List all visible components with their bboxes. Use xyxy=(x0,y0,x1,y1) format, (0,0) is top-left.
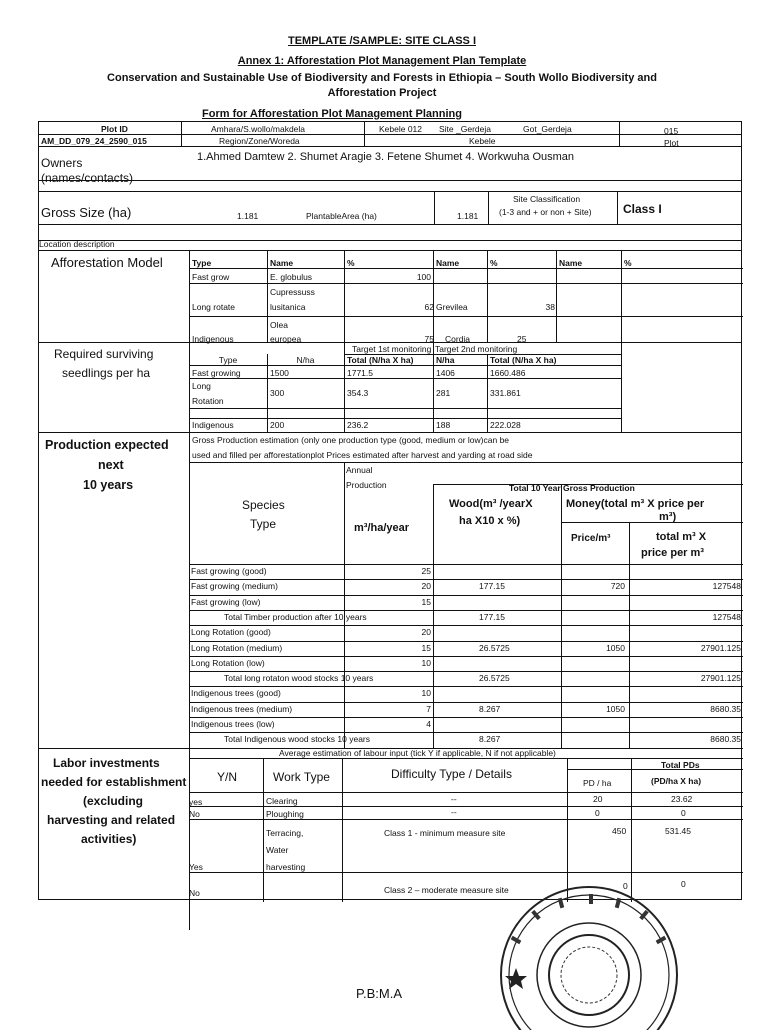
production-row-price: 1050 xyxy=(606,703,625,714)
production-row-money: 8680.35 xyxy=(710,734,741,745)
production-row-annual: 10 xyxy=(421,657,431,668)
production-row-money: 127548 xyxy=(712,581,741,592)
labor-row-diff: -- xyxy=(451,794,457,804)
plot-location: Amhara/S.wollo/makdela xyxy=(211,124,306,134)
form-title: Form for Afforestation Plot Management Planning xyxy=(202,108,462,120)
seedlings-row-type: Indigenous xyxy=(192,420,234,430)
labor-row-diff: Class 2 – moderate measure site xyxy=(384,885,509,895)
labor-col-pd: PD / ha xyxy=(583,778,612,788)
seedlings-col-type: Type xyxy=(218,355,238,365)
production-row-label: Long Rotation (good) xyxy=(191,627,271,638)
annex-title: Annex 1: Afforestation Plot Management Plan Template xyxy=(237,55,527,67)
model-header-name2: Name xyxy=(436,258,460,268)
production-row-wood: 8.267 xyxy=(479,734,501,745)
labor-col-yn: Y/N xyxy=(217,770,238,784)
production-row-label: Indigenous trees (good) xyxy=(191,688,281,699)
model-row-pct1: 100 xyxy=(416,272,431,282)
plot-kebele: Kebele 012 xyxy=(379,124,423,134)
production-total-label: Total Timber production after 10 years xyxy=(224,611,367,622)
labor-col-difficulty: Difficulty Type / Details xyxy=(391,767,512,781)
labor-row-pd: 0 xyxy=(623,881,628,891)
model-row-name1: E. globulus xyxy=(270,272,313,282)
labor-label-line5: activities) xyxy=(81,832,137,846)
model-row-name2: Cordia xyxy=(445,334,471,344)
seedlings-row-type: Fast growing xyxy=(192,368,241,378)
plot-label: Plot xyxy=(664,138,679,148)
production-row-annual: 4 xyxy=(426,719,431,729)
site-class-hint: (1-3 and + or non + Site) xyxy=(499,207,592,217)
labor-row-work-line2: Water xyxy=(266,845,289,855)
production-total-label: Total long rotaton wood stocks 10 years xyxy=(224,673,374,684)
seedlings-label-line1: Required surviving xyxy=(54,347,154,361)
location-description-label: Location description xyxy=(39,239,115,249)
species-label-line1: Species xyxy=(242,498,285,512)
project-title-line2: Afforestation Project xyxy=(327,87,437,99)
annual-production-label-line2: Production xyxy=(346,480,387,490)
target-1st-monitoring: Target 1st monitoring xyxy=(352,344,432,354)
plot-got: Got_Gerdeja xyxy=(523,124,572,134)
labor-row-yn: yes xyxy=(189,797,203,807)
production-row-annual: 7 xyxy=(426,703,431,714)
plot-number: 015 xyxy=(664,126,679,136)
model-row-pct1: 62 xyxy=(424,302,434,312)
production-total-label: Total Indigenous wood stocks 10 years xyxy=(224,734,371,745)
seedlings-row-n2: 188 xyxy=(436,420,451,430)
labor-label-line4: harvesting and related xyxy=(47,813,176,827)
model-header-pct3: % xyxy=(624,258,632,268)
production-row-annual: 15 xyxy=(421,596,431,607)
model-header-pct2: % xyxy=(490,258,498,268)
production-row-label: Long Rotation (low) xyxy=(191,657,265,668)
production-row-label: Fast growing (medium) xyxy=(191,581,278,592)
unit-label: m³/ha/year xyxy=(354,522,410,534)
owners-label: Owners xyxy=(41,156,83,170)
total-m3-label-line2: price per m³ xyxy=(641,547,704,559)
production-row-annual: 10 xyxy=(421,688,431,699)
production-row-money: 27901.125 xyxy=(700,642,741,653)
footer-signature: P.B:M.A xyxy=(356,986,403,1001)
site-class-label: Site Classification xyxy=(513,194,581,204)
wood-label-line1: Wood(m³ /yearX xyxy=(449,498,533,510)
model-header-name1: Name xyxy=(270,258,294,268)
production-row-wood: 177.15 xyxy=(479,611,505,622)
production-row-money: 27901.125 xyxy=(700,673,741,684)
seedlings-row-n2: 281 xyxy=(436,388,451,398)
labor-col-work-type: Work Type xyxy=(273,770,330,784)
template-title: TEMPLATE /SAMPLE: SITE CLASS I xyxy=(287,35,477,47)
seedlings-row-t1: 1771.5 xyxy=(347,368,373,378)
seedlings-col-total2: Total (N/ha X ha) xyxy=(490,355,557,365)
model-row-type: Indigenous xyxy=(192,334,234,344)
model-row-type: Long rotate xyxy=(192,302,236,312)
plot-id-label: Plot ID xyxy=(101,124,128,134)
seedlings-row-n1: 200 xyxy=(270,420,285,430)
total-m3-label-line1: total m³ X xyxy=(656,531,707,543)
labor-row-pd: 450 xyxy=(612,826,627,836)
labor-row-pd: 0 xyxy=(595,808,600,818)
owners-contacts-label: (names/contacts) xyxy=(41,171,134,185)
labor-label-line2: needed for establishment xyxy=(41,775,187,789)
labor-row-work: Ploughing xyxy=(266,809,304,819)
gross-size-label: Gross Size (ha) xyxy=(41,205,132,220)
seedlings-row-type: Rotation xyxy=(192,396,224,406)
labor-label-line1: Labor investments xyxy=(53,756,160,770)
seedlings-col-total1: Total (N/ha X ha) xyxy=(347,355,414,365)
seedlings-row-n1: 300 xyxy=(270,388,285,398)
price-per-m3-label: Price/m³ xyxy=(571,533,611,544)
seedlings-row-n1: 1500 xyxy=(270,368,289,378)
model-row-pct1: 75 xyxy=(424,334,434,344)
model-row-name1: europea xyxy=(270,334,302,344)
production-row-annual: 20 xyxy=(421,581,431,592)
labor-row-work: Clearing xyxy=(266,796,298,806)
model-row-pct2: 25 xyxy=(517,334,527,344)
target-2nd-monitoring: Target 2nd monitoring xyxy=(435,344,518,354)
production-row-wood: 26.5725 xyxy=(479,642,510,653)
plantable-area-label: PlantableArea (ha) xyxy=(306,211,377,221)
seedlings-col-nha1: N/ha xyxy=(296,355,315,365)
plot-site: Site _Gerdeja xyxy=(439,124,491,134)
annual-production-label-line1: Annual xyxy=(346,465,373,475)
management-plan-form xyxy=(38,121,742,900)
wood-label-line2: ha X10 x %) xyxy=(459,515,521,527)
seedlings-label-line2: seedlings per ha xyxy=(62,366,151,380)
production-row-price: 720 xyxy=(610,581,625,592)
model-row-type: Fast grow xyxy=(192,272,230,282)
gross-size-value: 1.181 xyxy=(237,211,259,221)
seedlings-row-t1: 236.2 xyxy=(347,420,369,430)
site-class-value: Class I xyxy=(623,202,662,216)
official-stamp xyxy=(494,880,694,1030)
species-label-line2: Type xyxy=(250,517,277,531)
model-header-name3: Name xyxy=(559,258,583,268)
production-row-label: Fast growing (low) xyxy=(191,596,261,607)
labor-row-work-line1: Terracing, xyxy=(266,828,304,838)
labor-row-yn: Yes xyxy=(189,862,203,872)
labor-col-total-line2: (PD/ha X ha) xyxy=(651,776,702,786)
labor-label-line3: (excluding xyxy=(83,794,144,808)
labor-row-yn: No xyxy=(189,809,200,819)
seedlings-row-type-line1: Long xyxy=(192,381,211,391)
model-header-pct1: % xyxy=(347,258,355,268)
money-label-line1: Money(total m³ X price per xyxy=(566,498,705,510)
labor-row-total: 531.45 xyxy=(665,826,691,836)
project-title-line1: Conservation and Sustainable Use of Biodiversity and Forests in Ethiopia – South Wollo Biodiversity and xyxy=(107,72,657,84)
money-label-line2: m³) xyxy=(659,511,677,523)
model-row-pct2: 38 xyxy=(545,302,555,312)
labor-row-yn: No xyxy=(189,888,200,898)
region-label: Region/Zone/Woreda xyxy=(219,136,300,146)
owners-names: 1.Ahmed Damtew 2. Shumet Aragie 3. Fetene Shumet 4. Workwuha Ousman xyxy=(197,151,575,163)
plot-id-value: AM_DD_079_24_2590_015 xyxy=(41,136,147,146)
production-row-wood: 177.15 xyxy=(479,581,505,592)
seedlings-row-t2: 222.028 xyxy=(490,420,521,430)
production-row-wood: 26.5725 xyxy=(479,673,510,684)
labor-row-work-line3: harvesting xyxy=(266,862,306,872)
labor-row-total: 0 xyxy=(681,879,686,889)
afforestation-model-label: Afforestation Model xyxy=(51,255,163,270)
production-row-label: Indigenous trees (medium) xyxy=(191,703,293,714)
production-note-line2: used and filled per afforestationplot Prices estimated after harvest and yarding at road side xyxy=(192,450,533,460)
model-row-name2: Grevilea xyxy=(436,302,468,312)
production-row-annual: 15 xyxy=(421,642,431,653)
model-row-name1-line1: Cupressuss xyxy=(270,287,315,297)
plantable-area-value: 1.181 xyxy=(457,211,479,221)
production-row-price: 1050 xyxy=(606,642,625,653)
production-label-line2: next xyxy=(98,458,124,472)
production-note-line1: Gross Production estimation (only one production type (good, medium or low)can be xyxy=(192,435,510,445)
seedlings-row-n2: 1406 xyxy=(436,368,455,378)
labor-row-pd: 20 xyxy=(593,794,603,804)
production-row-annual: 25 xyxy=(421,566,431,576)
labor-row-total: 23.62 xyxy=(671,794,693,804)
model-row-name1-line1: Olea xyxy=(270,320,288,330)
total-10-year-header: Total 10 Year Gross Production xyxy=(509,483,635,493)
seedlings-row-t1: 354.3 xyxy=(347,388,369,398)
model-row-name1: lusitanica xyxy=(270,302,306,312)
production-label-line3: 10 years xyxy=(83,478,134,492)
production-label-line1: Production expected xyxy=(45,438,169,452)
production-row-money: 127548 xyxy=(712,611,741,622)
production-row-wood: 8.267 xyxy=(479,703,501,714)
production-row-annual: 20 xyxy=(421,627,431,638)
seedlings-row-t2: 1660.486 xyxy=(490,368,526,378)
kebele-label: Kebele xyxy=(469,136,496,146)
model-header-type: Type xyxy=(192,258,212,268)
labor-row-total: 0 xyxy=(681,808,686,818)
production-row-label: Fast growing (good) xyxy=(191,566,267,576)
labor-row-diff: Class 1 - minimum measure site xyxy=(384,828,506,838)
labor-col-total-line1: Total PDs xyxy=(661,760,700,770)
labor-row-diff: -- xyxy=(451,807,457,817)
seedlings-row-t2: 331.861 xyxy=(490,388,521,398)
seedlings-col-nha2: N/ha xyxy=(436,355,455,365)
labor-average-header: Average estimation of labour input (tick Y if applicable, N if not applicable) xyxy=(279,748,556,758)
production-row-money: 8680.35 xyxy=(710,703,741,714)
production-row-label: Indigenous trees (low) xyxy=(191,719,275,729)
production-row-label: Long Rotation (medium) xyxy=(191,642,283,653)
